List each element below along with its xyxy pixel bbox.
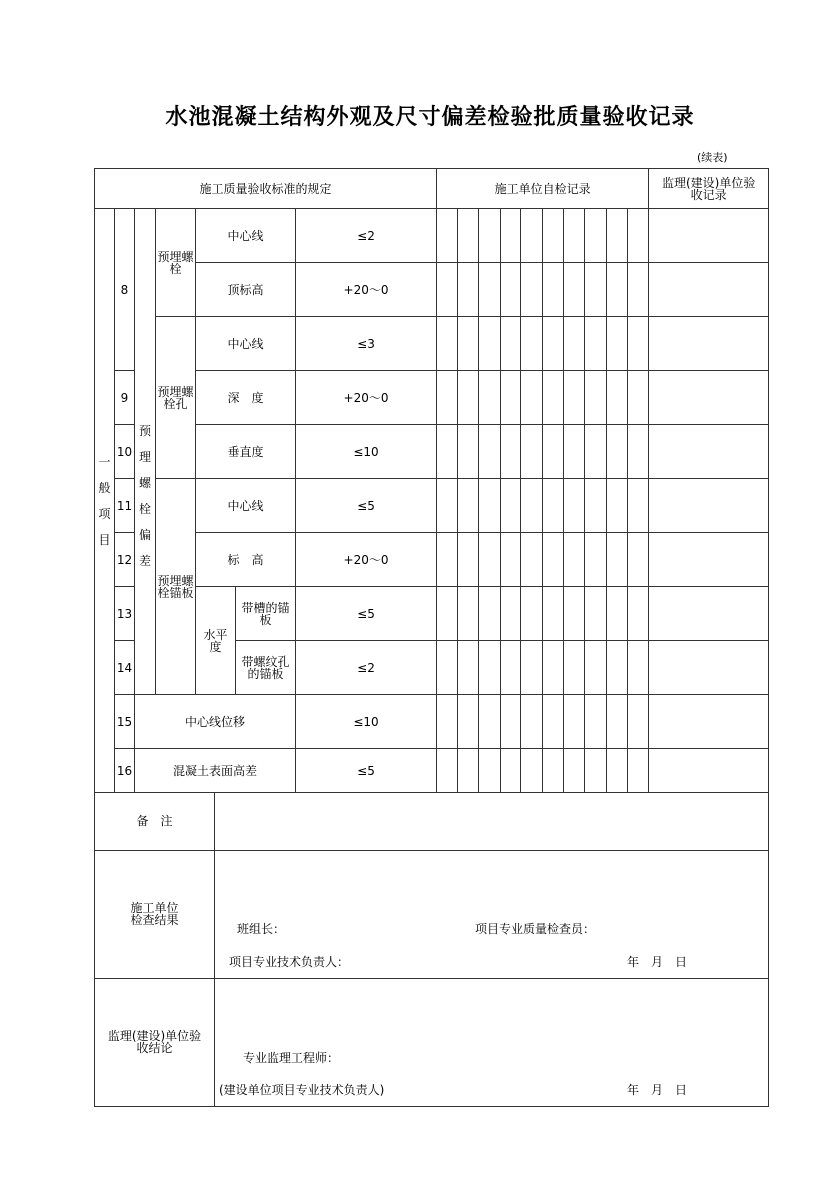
item-name: 标 高	[196, 533, 296, 587]
header-standard: 施工质量验收标准的规定	[95, 169, 437, 209]
item-no: 10	[115, 425, 135, 479]
item-value: ≤10	[296, 425, 437, 479]
supervision-cell[interactable]	[649, 533, 769, 587]
check-cell[interactable]	[521, 263, 543, 317]
check-cell[interactable]	[501, 641, 521, 695]
check-cell[interactable]	[501, 695, 521, 749]
header-supervision: 监理(建设)单位验收记录	[649, 169, 769, 209]
item-value: ≤10	[296, 695, 437, 749]
item-value: ≤5	[296, 479, 437, 533]
check-cell[interactable]	[628, 371, 649, 425]
check-cell[interactable]	[564, 533, 585, 587]
check-cell[interactable]	[458, 371, 479, 425]
check-cell[interactable]	[501, 209, 521, 263]
check-cell[interactable]	[564, 695, 585, 749]
item-no: 14	[115, 641, 135, 695]
table-row	[95, 425, 769, 479]
check-cell[interactable]	[521, 371, 543, 425]
sub-label: 预埋螺栓孔	[156, 317, 196, 479]
check-cell[interactable]	[458, 749, 479, 793]
item-value: +20～0	[296, 533, 437, 587]
check-cell[interactable]	[543, 641, 564, 695]
check-cell[interactable]	[585, 425, 607, 479]
item-no: 9	[115, 371, 135, 425]
check-cell[interactable]	[479, 749, 501, 793]
item-name: 深 度	[196, 371, 296, 425]
item-no: 8	[115, 209, 135, 371]
contractor-label: 施工单位检查结果	[95, 850, 215, 978]
table-row	[95, 317, 769, 371]
check-cell[interactable]	[607, 263, 628, 317]
table-row	[95, 533, 769, 587]
table-row	[95, 263, 769, 317]
check-cell[interactable]	[628, 641, 649, 695]
check-cell[interactable]	[458, 533, 479, 587]
check-cell[interactable]	[458, 263, 479, 317]
check-cell[interactable]	[607, 749, 628, 793]
table-row	[95, 479, 769, 533]
check-cell[interactable]	[564, 263, 585, 317]
check-cell[interactable]	[628, 317, 649, 371]
table-row	[95, 749, 769, 793]
check-cell[interactable]	[628, 425, 649, 479]
check-cell[interactable]	[501, 371, 521, 425]
supervisor-conclusion-field[interactable]	[215, 978, 769, 1106]
check-cell[interactable]	[585, 641, 607, 695]
check-cell[interactable]	[564, 479, 585, 533]
owner-rep-label: (建设单位项目专业技术负责人)	[219, 1082, 385, 1097]
date-label-2: 年 月 日	[627, 1082, 688, 1097]
check-cell[interactable]	[437, 371, 458, 425]
check-cell[interactable]	[543, 587, 564, 641]
item-value: ≤2	[296, 641, 437, 695]
check-cell[interactable]	[437, 695, 458, 749]
check-cell[interactable]	[458, 317, 479, 371]
check-cell[interactable]	[585, 533, 607, 587]
check-cell[interactable]	[458, 641, 479, 695]
check-cell[interactable]	[521, 425, 543, 479]
check-cell[interactable]	[564, 749, 585, 793]
check-cell[interactable]	[437, 209, 458, 263]
check-cell[interactable]	[564, 587, 585, 641]
signoff-table	[94, 792, 769, 1107]
item-name: 带槽的锚板	[236, 587, 296, 641]
check-cell[interactable]	[501, 425, 521, 479]
check-cell[interactable]	[521, 749, 543, 793]
check-cell[interactable]	[437, 749, 458, 793]
item-name: 中心线位移	[135, 695, 296, 749]
check-cell[interactable]	[521, 209, 543, 263]
item-no: 11	[115, 479, 135, 533]
remarks-label: 备 注	[95, 792, 215, 850]
check-cell[interactable]	[501, 479, 521, 533]
check-cell[interactable]	[543, 695, 564, 749]
item-value: ≤5	[296, 749, 437, 793]
item-name: 顶标高	[196, 263, 296, 317]
supervision-cell[interactable]	[649, 317, 769, 371]
check-cell[interactable]	[521, 479, 543, 533]
contractor-result-field[interactable]	[215, 850, 769, 978]
check-cell[interactable]	[628, 587, 649, 641]
check-cell[interactable]	[607, 641, 628, 695]
sub-label: 预埋螺栓	[156, 209, 196, 317]
check-cell[interactable]	[501, 263, 521, 317]
supervisor-label: 监理(建设)单位验收结论	[95, 978, 215, 1106]
table-row	[95, 209, 769, 263]
supervision-cell[interactable]	[649, 641, 769, 695]
page-title: 水池混凝土结构外观及尺寸偏差检验批质量验收记录	[165, 105, 695, 130]
supervision-cell[interactable]	[649, 209, 769, 263]
check-cell[interactable]	[585, 263, 607, 317]
item-name: 垂直度	[196, 425, 296, 479]
table-row	[95, 695, 769, 749]
check-cell[interactable]	[585, 587, 607, 641]
item-no: 13	[115, 587, 135, 641]
quality-inspector-label: 项目专业质量检查员：	[475, 921, 596, 936]
item-value: +20～0	[296, 263, 437, 317]
check-cell[interactable]	[521, 641, 543, 695]
check-cell[interactable]	[607, 695, 628, 749]
check-cell[interactable]	[607, 209, 628, 263]
item-name: 混凝土表面高差	[135, 749, 296, 793]
check-cell[interactable]	[543, 479, 564, 533]
check-cell[interactable]	[437, 533, 458, 587]
engineer-label: 专业监理工程师：	[243, 1050, 340, 1065]
check-cell[interactable]	[501, 317, 521, 371]
check-cell[interactable]	[607, 317, 628, 371]
table-row	[95, 587, 769, 641]
check-cell[interactable]	[458, 479, 479, 533]
check-cell[interactable]	[501, 533, 521, 587]
check-cell[interactable]	[607, 425, 628, 479]
item-value: ≤3	[296, 317, 437, 371]
check-cell[interactable]	[628, 533, 649, 587]
check-cell[interactable]	[628, 695, 649, 749]
check-cell[interactable]	[628, 263, 649, 317]
check-cell[interactable]	[437, 425, 458, 479]
supervision-cell[interactable]	[649, 371, 769, 425]
team-leader-label: 班组长：	[237, 921, 286, 936]
check-cell[interactable]	[521, 587, 543, 641]
check-cell[interactable]	[437, 479, 458, 533]
check-cell[interactable]	[458, 695, 479, 749]
check-cell[interactable]	[585, 479, 607, 533]
header-self-check: 施工单位自检记录	[437, 169, 649, 209]
remarks-field[interactable]	[215, 792, 769, 850]
sub-label: 预埋螺栓锚板	[156, 479, 196, 695]
check-cell[interactable]	[585, 371, 607, 425]
check-cell[interactable]	[501, 587, 521, 641]
check-cell[interactable]	[458, 587, 479, 641]
check-cell[interactable]	[543, 209, 564, 263]
check-cell[interactable]	[437, 641, 458, 695]
table-row	[95, 371, 769, 425]
check-cell[interactable]	[585, 209, 607, 263]
item-name: 中心线	[196, 209, 296, 263]
item-value: ≤5	[296, 587, 437, 641]
tech-lead-label: 项目专业技术负责人：	[229, 954, 350, 969]
check-cell[interactable]	[543, 533, 564, 587]
item-name: 中心线	[196, 479, 296, 533]
check-cell[interactable]	[458, 425, 479, 479]
check-cell[interactable]	[607, 479, 628, 533]
group-label: 一般项目	[95, 209, 115, 793]
supervision-cell[interactable]	[649, 587, 769, 641]
item-name: 中心线	[196, 317, 296, 371]
check-cell[interactable]	[543, 371, 564, 425]
supervision-cell[interactable]	[649, 263, 769, 317]
check-cell[interactable]	[564, 371, 585, 425]
check-cell[interactable]	[543, 749, 564, 793]
check-cell[interactable]	[543, 263, 564, 317]
check-cell[interactable]	[521, 533, 543, 587]
item-name: 带螺纹孔的锚板	[236, 641, 296, 695]
item-no: 15	[115, 695, 135, 749]
item-value: +20～0	[296, 371, 437, 425]
check-cell[interactable]	[479, 479, 501, 533]
check-cell[interactable]	[479, 371, 501, 425]
check-cell[interactable]	[564, 317, 585, 371]
check-cell[interactable]	[607, 533, 628, 587]
check-cell[interactable]	[437, 587, 458, 641]
check-cell[interactable]	[479, 641, 501, 695]
check-cell[interactable]	[564, 641, 585, 695]
check-cell[interactable]	[479, 263, 501, 317]
date-label: 年 月 日	[627, 954, 688, 969]
check-cell[interactable]	[607, 587, 628, 641]
check-cell[interactable]	[437, 317, 458, 371]
check-cell[interactable]	[479, 587, 501, 641]
supervision-cell[interactable]	[649, 749, 769, 793]
check-cell[interactable]	[628, 749, 649, 793]
check-cell[interactable]	[479, 425, 501, 479]
supervision-cell[interactable]	[649, 425, 769, 479]
continued-label: (续表)	[697, 151, 728, 164]
check-cell[interactable]	[501, 749, 521, 793]
supervision-cell[interactable]	[649, 479, 769, 533]
check-cell[interactable]	[585, 695, 607, 749]
check-cell[interactable]	[458, 209, 479, 263]
category-label: 预理螺栓偏差	[135, 209, 156, 695]
check-cell[interactable]	[628, 479, 649, 533]
subsub-label: 水平度	[196, 587, 236, 695]
check-cell[interactable]	[479, 533, 501, 587]
item-value: ≤2	[296, 209, 437, 263]
check-cell[interactable]	[607, 371, 628, 425]
check-cell[interactable]	[543, 425, 564, 479]
check-cell[interactable]	[521, 317, 543, 371]
check-cell[interactable]	[585, 749, 607, 793]
check-cell[interactable]	[521, 695, 543, 749]
check-cell[interactable]	[564, 425, 585, 479]
check-cell[interactable]	[479, 209, 501, 263]
check-cell[interactable]	[437, 263, 458, 317]
check-cell[interactable]	[479, 317, 501, 371]
check-cell[interactable]	[543, 317, 564, 371]
inspection-table	[94, 168, 769, 793]
supervision-cell[interactable]	[649, 695, 769, 749]
item-no: 12	[115, 533, 135, 587]
check-cell[interactable]	[628, 209, 649, 263]
check-cell[interactable]	[585, 317, 607, 371]
item-no: 16	[115, 749, 135, 793]
check-cell[interactable]	[479, 695, 501, 749]
check-cell[interactable]	[564, 209, 585, 263]
